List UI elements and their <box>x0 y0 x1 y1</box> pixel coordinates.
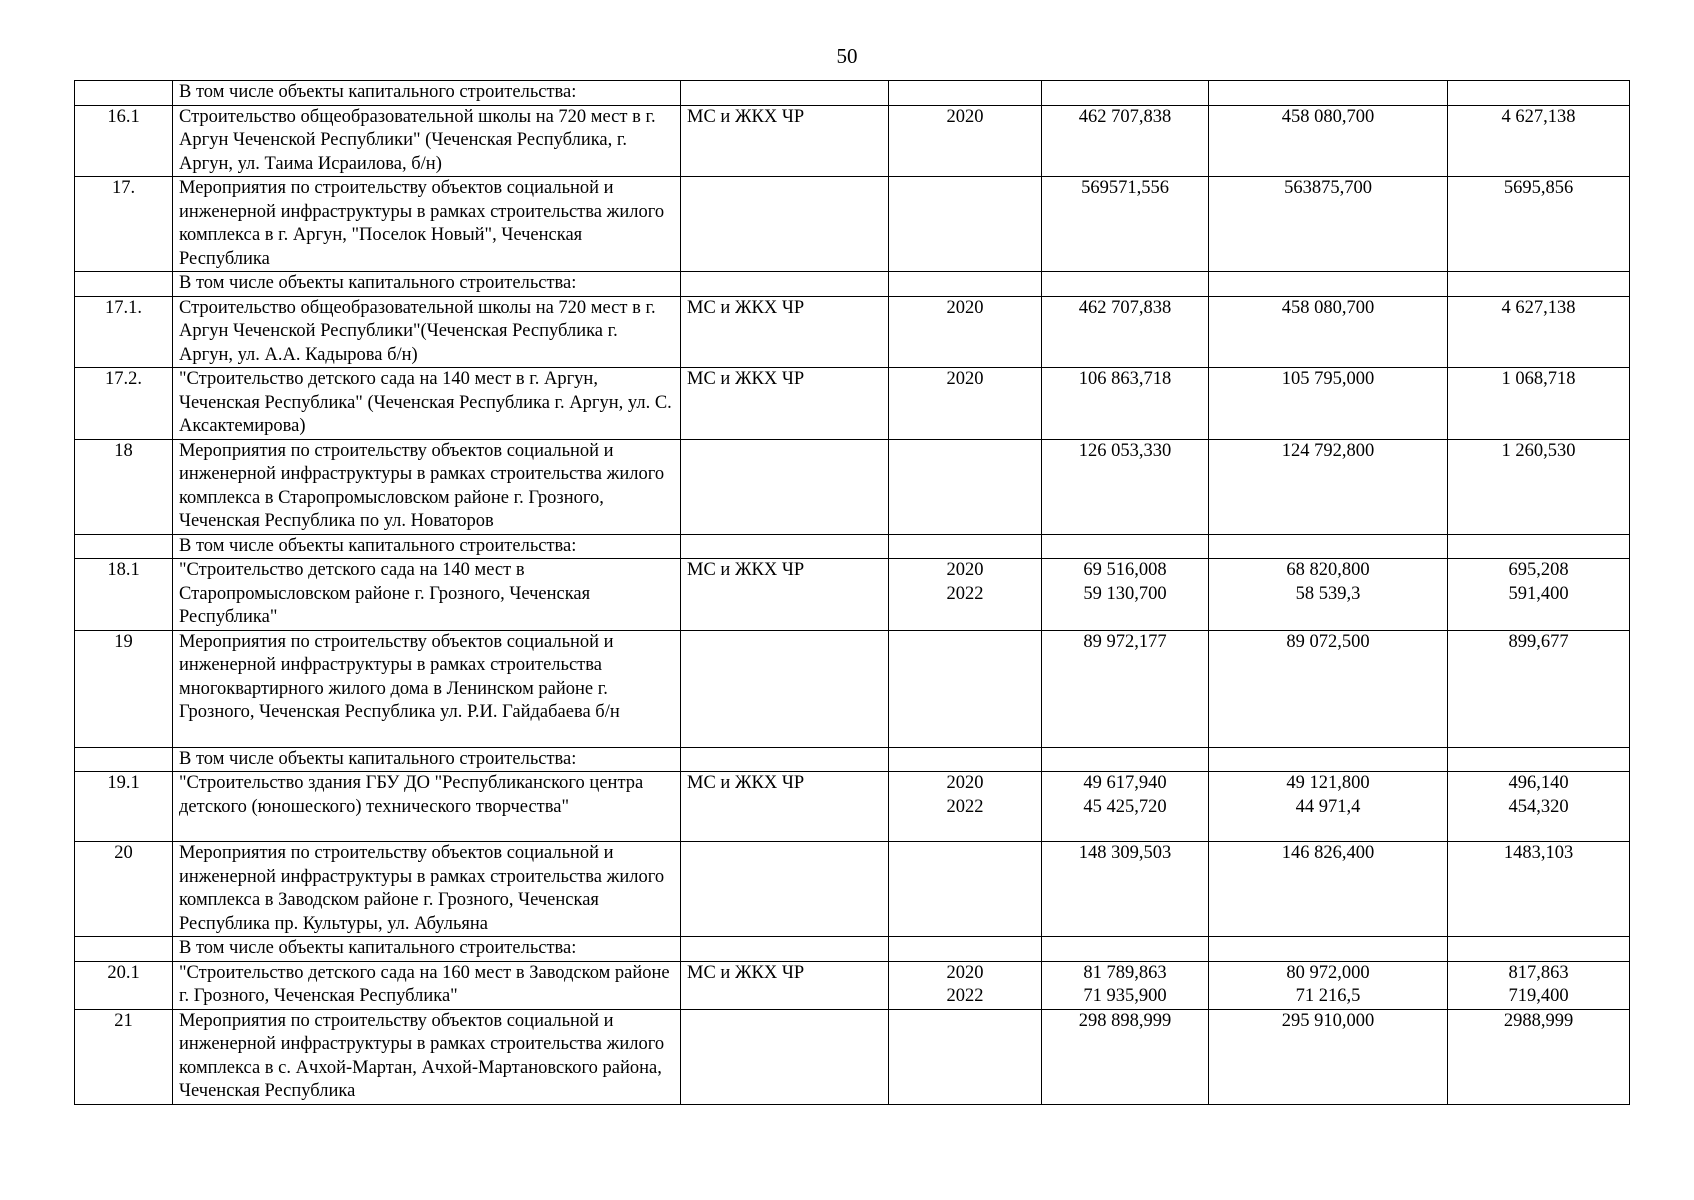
row-regional-cell <box>1448 937 1630 962</box>
row-regional-cell <box>1448 105 1630 177</box>
year-value: 2022 <box>946 796 984 817</box>
row-year-cell <box>889 272 1042 297</box>
row-number-cell: 19 <box>75 630 173 747</box>
year-value: 2022 <box>946 583 984 604</box>
row-number-cell <box>75 272 173 297</box>
row-number-cell <box>75 81 173 106</box>
row-number-cell: 19.1 <box>75 772 173 842</box>
regional-value: 496,140 <box>1508 773 1569 793</box>
regional-value: 5695,856 <box>1503 178 1574 198</box>
row-federal-cell <box>1209 534 1448 559</box>
row-regional-cell <box>1448 630 1630 747</box>
row-executor-cell: МС и ЖКХ ЧР <box>681 296 889 368</box>
row-year-cell <box>889 1009 1042 1104</box>
row-executor-cell <box>681 747 889 772</box>
row-name-cell: "Строительство детского сада на 140 мест в г. Аргун, Чеченская Республика" (Чеченская Республика г. Аргун, ул. С. Аксактемирова) <box>173 368 681 440</box>
row-number-cell: 17.1. <box>75 296 173 368</box>
year-value: 2022 <box>946 986 984 1006</box>
row-number-cell: 21 <box>75 1009 173 1104</box>
federal-value: 71 216,5 <box>1295 986 1361 1006</box>
row-number-cell <box>75 747 173 772</box>
regional-value: 591,400 <box>1508 583 1569 604</box>
total-value: 71 935,900 <box>1083 986 1167 1006</box>
row-total-cell <box>1042 559 1209 631</box>
row-executor-cell <box>681 81 889 106</box>
row-federal-cell <box>1209 630 1448 747</box>
row-year-cell <box>889 961 1042 1009</box>
table-row <box>75 747 1630 772</box>
row-executor-cell <box>681 272 889 297</box>
regional-value: 454,320 <box>1508 796 1569 817</box>
table-row <box>75 105 1630 177</box>
row-total-cell <box>1042 439 1209 534</box>
row-total-cell <box>1042 1009 1209 1104</box>
row-number-cell <box>75 937 173 962</box>
row-federal-cell <box>1209 81 1448 106</box>
federal-value: 58 539,3 <box>1295 583 1361 604</box>
federal-value: 44 971,4 <box>1295 796 1361 817</box>
year-value: 2020 <box>946 369 984 389</box>
row-total-cell <box>1042 534 1209 559</box>
row-year-cell <box>889 559 1042 631</box>
row-regional-cell <box>1448 842 1630 937</box>
row-year-cell <box>889 177 1042 272</box>
row-federal-cell <box>1209 937 1448 962</box>
federal-value: 80 972,000 <box>1286 962 1370 983</box>
table-row <box>75 559 1630 631</box>
table-row <box>75 1009 1630 1104</box>
federal-value: 124 792,800 <box>1281 440 1375 461</box>
total-value: 45 425,720 <box>1083 796 1167 817</box>
row-name-cell: Строительство общеобразовательной школы на 720 мест в г. Аргун Чеченской Республики"(Чеченская Республика г. Аргун, ул. А.А. Кадырова б/н) <box>173 296 681 368</box>
table-row <box>75 296 1630 368</box>
row-total-cell <box>1042 177 1209 272</box>
row-federal-cell <box>1209 559 1448 631</box>
federal-value: 146 826,400 <box>1281 843 1375 863</box>
year-value: 2020 <box>946 560 984 580</box>
row-executor-cell: МС и ЖКХ ЧР <box>681 772 889 842</box>
table-row <box>75 772 1630 842</box>
regional-value: 4 627,138 <box>1501 106 1576 127</box>
row-total-cell <box>1042 81 1209 106</box>
table-row <box>75 272 1630 297</box>
row-executor-cell: МС и ЖКХ ЧР <box>681 559 889 631</box>
row-number-cell: 18 <box>75 439 173 534</box>
row-total-cell <box>1042 937 1209 962</box>
row-name-cell: Строительство общеобразовательной школы на 720 мест в г. Аргун Чеченской Республики" (Чеченская Республика, г. Аргун, ул. Таима Исраилова, б/н) <box>173 105 681 177</box>
total-value: 49 617,940 <box>1083 773 1167 793</box>
row-name-cell: В том числе объекты капитального строительства: <box>173 81 681 106</box>
row-executor-cell <box>681 842 889 937</box>
row-federal-cell <box>1209 842 1448 937</box>
table-row <box>75 630 1630 747</box>
regional-value: 1483,103 <box>1503 843 1574 863</box>
federal-value: 458 080,700 <box>1281 297 1375 318</box>
row-name-cell: В том числе объекты капитального строительства: <box>173 937 681 962</box>
row-year-cell <box>889 937 1042 962</box>
row-total-cell <box>1042 105 1209 177</box>
row-name-cell: Мероприятия по строительству объектов социальной и инженерной инфраструктуры в рамках строительства жилого комплекса в Заводском районе г. Грозного, Чеченская Республика пр. Культуры, ул. Абульяна <box>173 842 681 937</box>
row-regional-cell <box>1448 534 1630 559</box>
total-value: 126 053,330 <box>1078 440 1172 461</box>
regional-value: 4 627,138 <box>1501 297 1576 318</box>
total-value: 106 863,718 <box>1078 369 1172 389</box>
program-table <box>74 80 1630 1105</box>
regional-value: 695,208 <box>1508 560 1569 580</box>
row-total-cell <box>1042 296 1209 368</box>
total-value: 569571,556 <box>1081 178 1169 198</box>
row-executor-cell <box>681 1009 889 1104</box>
row-executor-cell <box>681 439 889 534</box>
row-year-cell <box>889 747 1042 772</box>
regional-value: 817,863 <box>1508 962 1569 983</box>
row-regional-cell <box>1448 81 1630 106</box>
table-row <box>75 177 1630 272</box>
row-regional-cell <box>1448 961 1630 1009</box>
total-value: 89 972,177 <box>1083 631 1167 652</box>
federal-value: 458 080,700 <box>1281 106 1375 127</box>
total-value: 298 898,999 <box>1078 1010 1172 1031</box>
row-federal-cell <box>1209 177 1448 272</box>
row-executor-cell <box>681 177 889 272</box>
row-name-cell: В том числе объекты капитального строительства: <box>173 534 681 559</box>
row-number-cell: 16.1 <box>75 105 173 177</box>
row-name-cell: "Строительство детского сада на 140 мест в Старопромысловском районе г. Грозного, Чеченская Республика" <box>173 559 681 631</box>
row-name-cell: "Строительство здания ГБУ ДО "Республиканского центра детского (юношеского) технического творчества" <box>173 772 681 842</box>
row-federal-cell <box>1209 772 1448 842</box>
row-executor-cell: МС и ЖКХ ЧР <box>681 105 889 177</box>
row-executor-cell <box>681 630 889 747</box>
table-row <box>75 81 1630 106</box>
row-number-cell: 20 <box>75 842 173 937</box>
page-number: 50 <box>836 44 858 68</box>
table-row <box>75 961 1630 1009</box>
regional-value: 719,400 <box>1508 986 1569 1006</box>
row-regional-cell <box>1448 439 1630 534</box>
row-federal-cell <box>1209 961 1448 1009</box>
table-row <box>75 534 1630 559</box>
regional-value: 899,677 <box>1508 631 1569 652</box>
table-row <box>75 368 1630 440</box>
row-name-cell: Мероприятия по строительству объектов социальной и инженерной инфраструктуры в рамках строительства жилого комплекса в с. Ачхой-Мартан, Ачхой-Мартановского района, Чеченская Республика <box>173 1009 681 1104</box>
regional-value: 2988,999 <box>1503 1010 1574 1031</box>
row-total-cell <box>1042 368 1209 440</box>
row-year-cell <box>889 439 1042 534</box>
row-executor-cell <box>681 937 889 962</box>
row-regional-cell <box>1448 177 1630 272</box>
federal-value: 295 910,000 <box>1281 1010 1375 1031</box>
row-executor-cell: МС и ЖКХ ЧР <box>681 961 889 1009</box>
year-value: 2020 <box>946 962 984 983</box>
row-regional-cell <box>1448 747 1630 772</box>
year-value: 2020 <box>946 297 984 318</box>
total-value: 59 130,700 <box>1083 583 1167 604</box>
row-total-cell <box>1042 842 1209 937</box>
federal-value: 68 820,800 <box>1286 560 1370 580</box>
row-year-cell <box>889 368 1042 440</box>
row-year-cell <box>889 296 1042 368</box>
row-number-cell: 17.2. <box>75 368 173 440</box>
year-value: 2020 <box>946 773 984 793</box>
table-row <box>75 842 1630 937</box>
row-total-cell <box>1042 961 1209 1009</box>
row-total-cell <box>1042 272 1209 297</box>
row-year-cell <box>889 772 1042 842</box>
row-regional-cell <box>1448 368 1630 440</box>
row-year-cell <box>889 842 1042 937</box>
row-name-cell: "Строительство детского сада на 160 мест в Заводском районе г. Грозного, Чеченская Республика" <box>173 961 681 1009</box>
regional-value: 1 068,718 <box>1501 369 1576 389</box>
row-federal-cell <box>1209 439 1448 534</box>
table-body <box>75 81 1630 1105</box>
total-value: 81 789,863 <box>1083 962 1167 983</box>
row-federal-cell <box>1209 272 1448 297</box>
total-value: 69 516,008 <box>1083 560 1167 580</box>
total-value: 462 707,838 <box>1078 297 1172 318</box>
row-regional-cell <box>1448 559 1630 631</box>
row-number-cell: 18.1 <box>75 559 173 631</box>
row-name-cell: Мероприятия по строительству объектов социальной и инженерной инфраструктуры в рамках строительства жилого комплекса в г. Аргун, "Поселок Новый", Чеченская Республика <box>173 177 681 272</box>
row-name-cell: Мероприятия по строительству объектов социальной и инженерной инфраструктуры в рамках строительства многоквартирного жилого дома в Ленинском районе г. Грозного, Чеченская Республика ул. Р.И. Гайдабаева б/н <box>173 630 681 747</box>
row-executor-cell: МС и ЖКХ ЧР <box>681 368 889 440</box>
row-regional-cell <box>1448 296 1630 368</box>
row-total-cell <box>1042 747 1209 772</box>
regional-value: 1 260,530 <box>1501 440 1576 461</box>
row-year-cell <box>889 105 1042 177</box>
row-regional-cell <box>1448 1009 1630 1104</box>
row-federal-cell <box>1209 1009 1448 1104</box>
row-federal-cell <box>1209 296 1448 368</box>
row-total-cell <box>1042 772 1209 842</box>
total-value: 148 309,503 <box>1078 843 1172 863</box>
row-federal-cell <box>1209 368 1448 440</box>
row-regional-cell <box>1448 272 1630 297</box>
year-value: 2020 <box>946 106 984 127</box>
total-value: 462 707,838 <box>1078 106 1172 127</box>
row-name-cell: Мероприятия по строительству объектов социальной и инженерной инфраструктуры в рамках строительства жилого комплекса в Старопромысловском районе г. Грозного, Чеченская Республика по ул. Новаторов <box>173 439 681 534</box>
federal-value: 105 795,000 <box>1281 369 1375 389</box>
federal-value: 89 072,500 <box>1286 631 1370 652</box>
row-regional-cell <box>1448 772 1630 842</box>
table-row <box>75 439 1630 534</box>
federal-value: 563875,700 <box>1284 178 1372 198</box>
row-executor-cell <box>681 534 889 559</box>
row-year-cell <box>889 630 1042 747</box>
table-row <box>75 937 1630 962</box>
row-number-cell: 17. <box>75 177 173 272</box>
row-year-cell <box>889 534 1042 559</box>
row-name-cell: В том числе объекты капитального строительства: <box>173 272 681 297</box>
row-number-cell <box>75 534 173 559</box>
row-federal-cell <box>1209 105 1448 177</box>
row-year-cell <box>889 81 1042 106</box>
row-number-cell: 20.1 <box>75 961 173 1009</box>
row-name-cell: В том числе объекты капитального строительства: <box>173 747 681 772</box>
row-federal-cell <box>1209 747 1448 772</box>
row-total-cell <box>1042 630 1209 747</box>
federal-value: 49 121,800 <box>1286 773 1370 793</box>
